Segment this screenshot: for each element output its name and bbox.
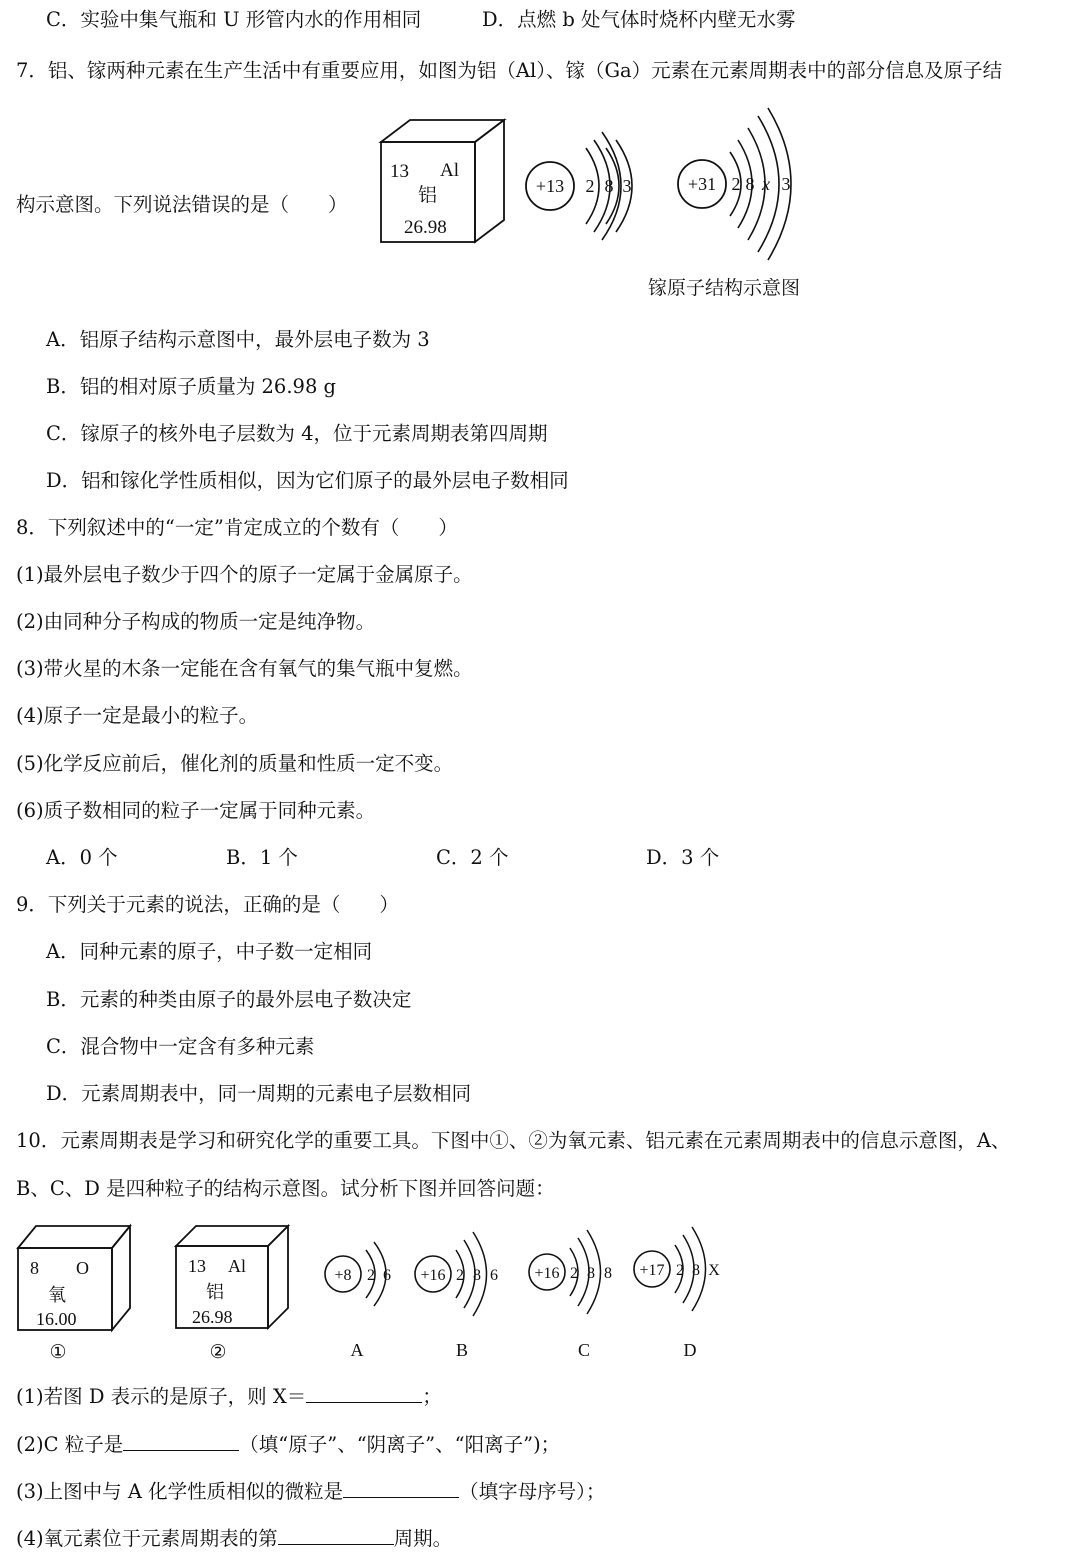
q10-sub-4-answer-blank[interactable]: [278, 1522, 394, 1545]
q10-particle-c-shell-1: 2: [570, 1265, 578, 1282]
q10-particle-d-shell-1: 2: [676, 1262, 684, 1279]
q10-oxygen-name: 氧: [48, 1285, 66, 1305]
q10-sub-1-answer-blank[interactable]: [306, 1380, 422, 1403]
q8-option-c: C．2 个: [436, 846, 509, 869]
q8-stem: 8．下列叙述中的“一定”肯定成立的个数有（ ）: [16, 516, 458, 539]
q7-stem-line1: 7．铝、镓两种元素在生产生活中有重要应用，如图为铝（Al）、镓（Ga）元素在元素周期表中的部分信息及原子结: [16, 59, 1003, 82]
q10-figure: [0, 1222, 1080, 1382]
q7-option-d: D．铝和镓化学性质相似，因为它们原子的最外层电子数相同: [46, 469, 569, 492]
q10-sub-2-tail: （填“原子”、“阴离子”、“阳离子”)；: [239, 1433, 561, 1456]
q7-al-shell-3: 3: [622, 176, 632, 196]
q10-particle-a-shell-2: 6: [383, 1267, 391, 1284]
q7-al-name: 铝: [418, 185, 438, 206]
q7-option-a: A．铝原子结构示意图中，最外层电子数为 3: [46, 328, 430, 351]
q8-item-2: (2)由同种分子构成的物质一定是纯净物。: [16, 610, 376, 633]
q10-particle-b-shell-1: 2: [456, 1267, 464, 1284]
q10-particle-b-shell-3: 6: [490, 1267, 498, 1284]
q10-sub-3-answer-blank[interactable]: [343, 1475, 459, 1498]
q10-particle-c-shell-2: 8: [587, 1265, 595, 1282]
q10-particle-b: [415, 1232, 498, 1360]
q10-particle-b-nucleus: +16: [420, 1267, 446, 1284]
q6-option-d: D．点燃 b 处气体时烧杯内壁无水雾: [482, 8, 796, 31]
q10-stem-line1: 10．元素周期表是学习和研究化学的重要工具。下图中①、②为氧元素、铝元素在元素周期表中的信息示意图，A、: [16, 1129, 1011, 1152]
q10-particle-a-shell-1: 2: [367, 1267, 375, 1284]
q9-option-a: A．同种元素的原子，中子数一定相同: [46, 940, 373, 963]
q10-sub-3-text: (3)上图中与 A 化学性质相似的微粒是: [16, 1480, 344, 1503]
q7-ga-shell-2: 8: [745, 174, 755, 194]
q8-option-d: D．3 个: [646, 846, 720, 869]
q10-sub-4-text: (4)氧元素位于元素周期表的第: [16, 1527, 278, 1550]
q10-particle-c-nucleus: +16: [534, 1265, 560, 1282]
q8-item-4: (4)原子一定是最小的粒子。: [16, 704, 259, 727]
q10-cell-1-label: ①: [49, 1342, 67, 1363]
q10-particle-c-label: C: [577, 1340, 591, 1360]
q10-sub-2: [16, 1428, 560, 1459]
q10-cell-2-label: ②: [209, 1342, 227, 1363]
q6-option-c: C．实验中集气瓶和 U 形管内水的作用相同: [46, 8, 422, 31]
q7-al-nucleus-charge: +13: [535, 176, 565, 196]
q10-particle-d-label: D: [683, 1340, 697, 1360]
q10-oxygen-mass: 16.00: [36, 1309, 77, 1329]
q8-item-3: (3)带火星的木条一定能在含有氧气的集气瓶中复燃。: [16, 657, 473, 680]
q10-stem-line2: B、C、D 是四种粒子的结构示意图。试分析下图并回答问题：: [16, 1177, 555, 1200]
q10-particle-d: [634, 1227, 720, 1360]
q7-al-symbol: Al: [440, 160, 459, 181]
q10-sub-4-tail: 周期。: [393, 1527, 453, 1550]
q10-particle-a: [325, 1242, 391, 1360]
q9-stem: 9．下列关于元素的说法，正确的是（ ）: [16, 893, 399, 916]
q8-option-a: A．0 个: [46, 846, 118, 869]
q7-al-shell-2: 8: [604, 176, 614, 196]
q10-sub-1-tail: ；: [422, 1385, 442, 1408]
q10-sub-2-answer-blank[interactable]: [123, 1428, 239, 1451]
q7-option-b: B．铝的相对原子质量为 26.98 g: [46, 375, 337, 398]
q7-ga-shell-1: 2: [731, 174, 741, 194]
q10-particle-d-shell-2: 8: [692, 1262, 700, 1279]
q10-particle-b-shell-2: 8: [473, 1267, 481, 1284]
q7-ga-caption: 镓原子结构示意图: [648, 278, 801, 299]
q10-particle-d-shell-3: X: [708, 1262, 720, 1279]
q7-al-mass: 26.98: [404, 217, 447, 238]
q10-particle-a-nucleus: +8: [334, 1267, 352, 1284]
q10-sub-3-tail: （填字母序号）；: [459, 1480, 606, 1503]
q10-sub-3: [16, 1475, 605, 1506]
q8-item-1: (1)最外层电子数少于四个的原子一定属于金属原子。: [16, 563, 473, 586]
q7-ga-shell-4: 3: [781, 174, 791, 194]
q10-aluminium-number: 13: [188, 1256, 206, 1276]
q7-stem-line2: 构示意图。下列说法错误的是（ ）: [16, 193, 348, 216]
q10-aluminium-name: 铝: [206, 1282, 224, 1302]
q10-oxygen-symbol: O: [76, 1258, 89, 1278]
q9-option-c: C．混合物中一定含有多种元素: [46, 1035, 315, 1058]
q7-ga-shell-3: x: [762, 174, 770, 194]
q10-particle-a-label: A: [350, 1340, 364, 1360]
q10-aluminium-mass: 26.98: [192, 1307, 233, 1327]
q7-al-number: 13: [390, 161, 409, 182]
q10-particle-c: [529, 1230, 612, 1360]
q9-option-d: D．元素周期表中，同一周期的元素电子层数相同: [46, 1082, 472, 1105]
q9-option-b: B．元素的种类由原子的最外层电子数决定: [46, 988, 412, 1011]
q7-option-c: C．镓原子的核外电子层数为 4，位于元素周期表第四周期: [46, 422, 548, 445]
q10-particle-c-shell-3: 8: [604, 1265, 612, 1282]
q8-option-b: B．1 个: [226, 846, 298, 869]
q10-sub-4: [16, 1522, 452, 1553]
q10-sub-1-text: (1)若图 D 表示的是原子，则 X＝: [16, 1385, 307, 1408]
q10-sub-1: [16, 1380, 442, 1411]
q10-sub-2-text: (2)C 粒子是: [16, 1433, 124, 1456]
q7-ga-nucleus-charge: +31: [687, 174, 717, 194]
q10-oxygen-number: 8: [30, 1258, 39, 1278]
q7-al-shell-1: 2: [585, 176, 595, 196]
q8-item-6: (6)质子数相同的粒子一定属于同种元素。: [16, 799, 376, 822]
q10-aluminium-symbol: Al: [228, 1256, 246, 1276]
q10-particle-b-label: B: [455, 1340, 469, 1360]
q7-ga-atom-diagram: [678, 108, 791, 260]
q8-item-5: (5)化学反应前后，催化剂的质量和性质一定不变。: [16, 752, 454, 775]
q7-al-atom-diagram: [526, 132, 632, 240]
q10-particle-d-nucleus: +17: [639, 1262, 665, 1279]
